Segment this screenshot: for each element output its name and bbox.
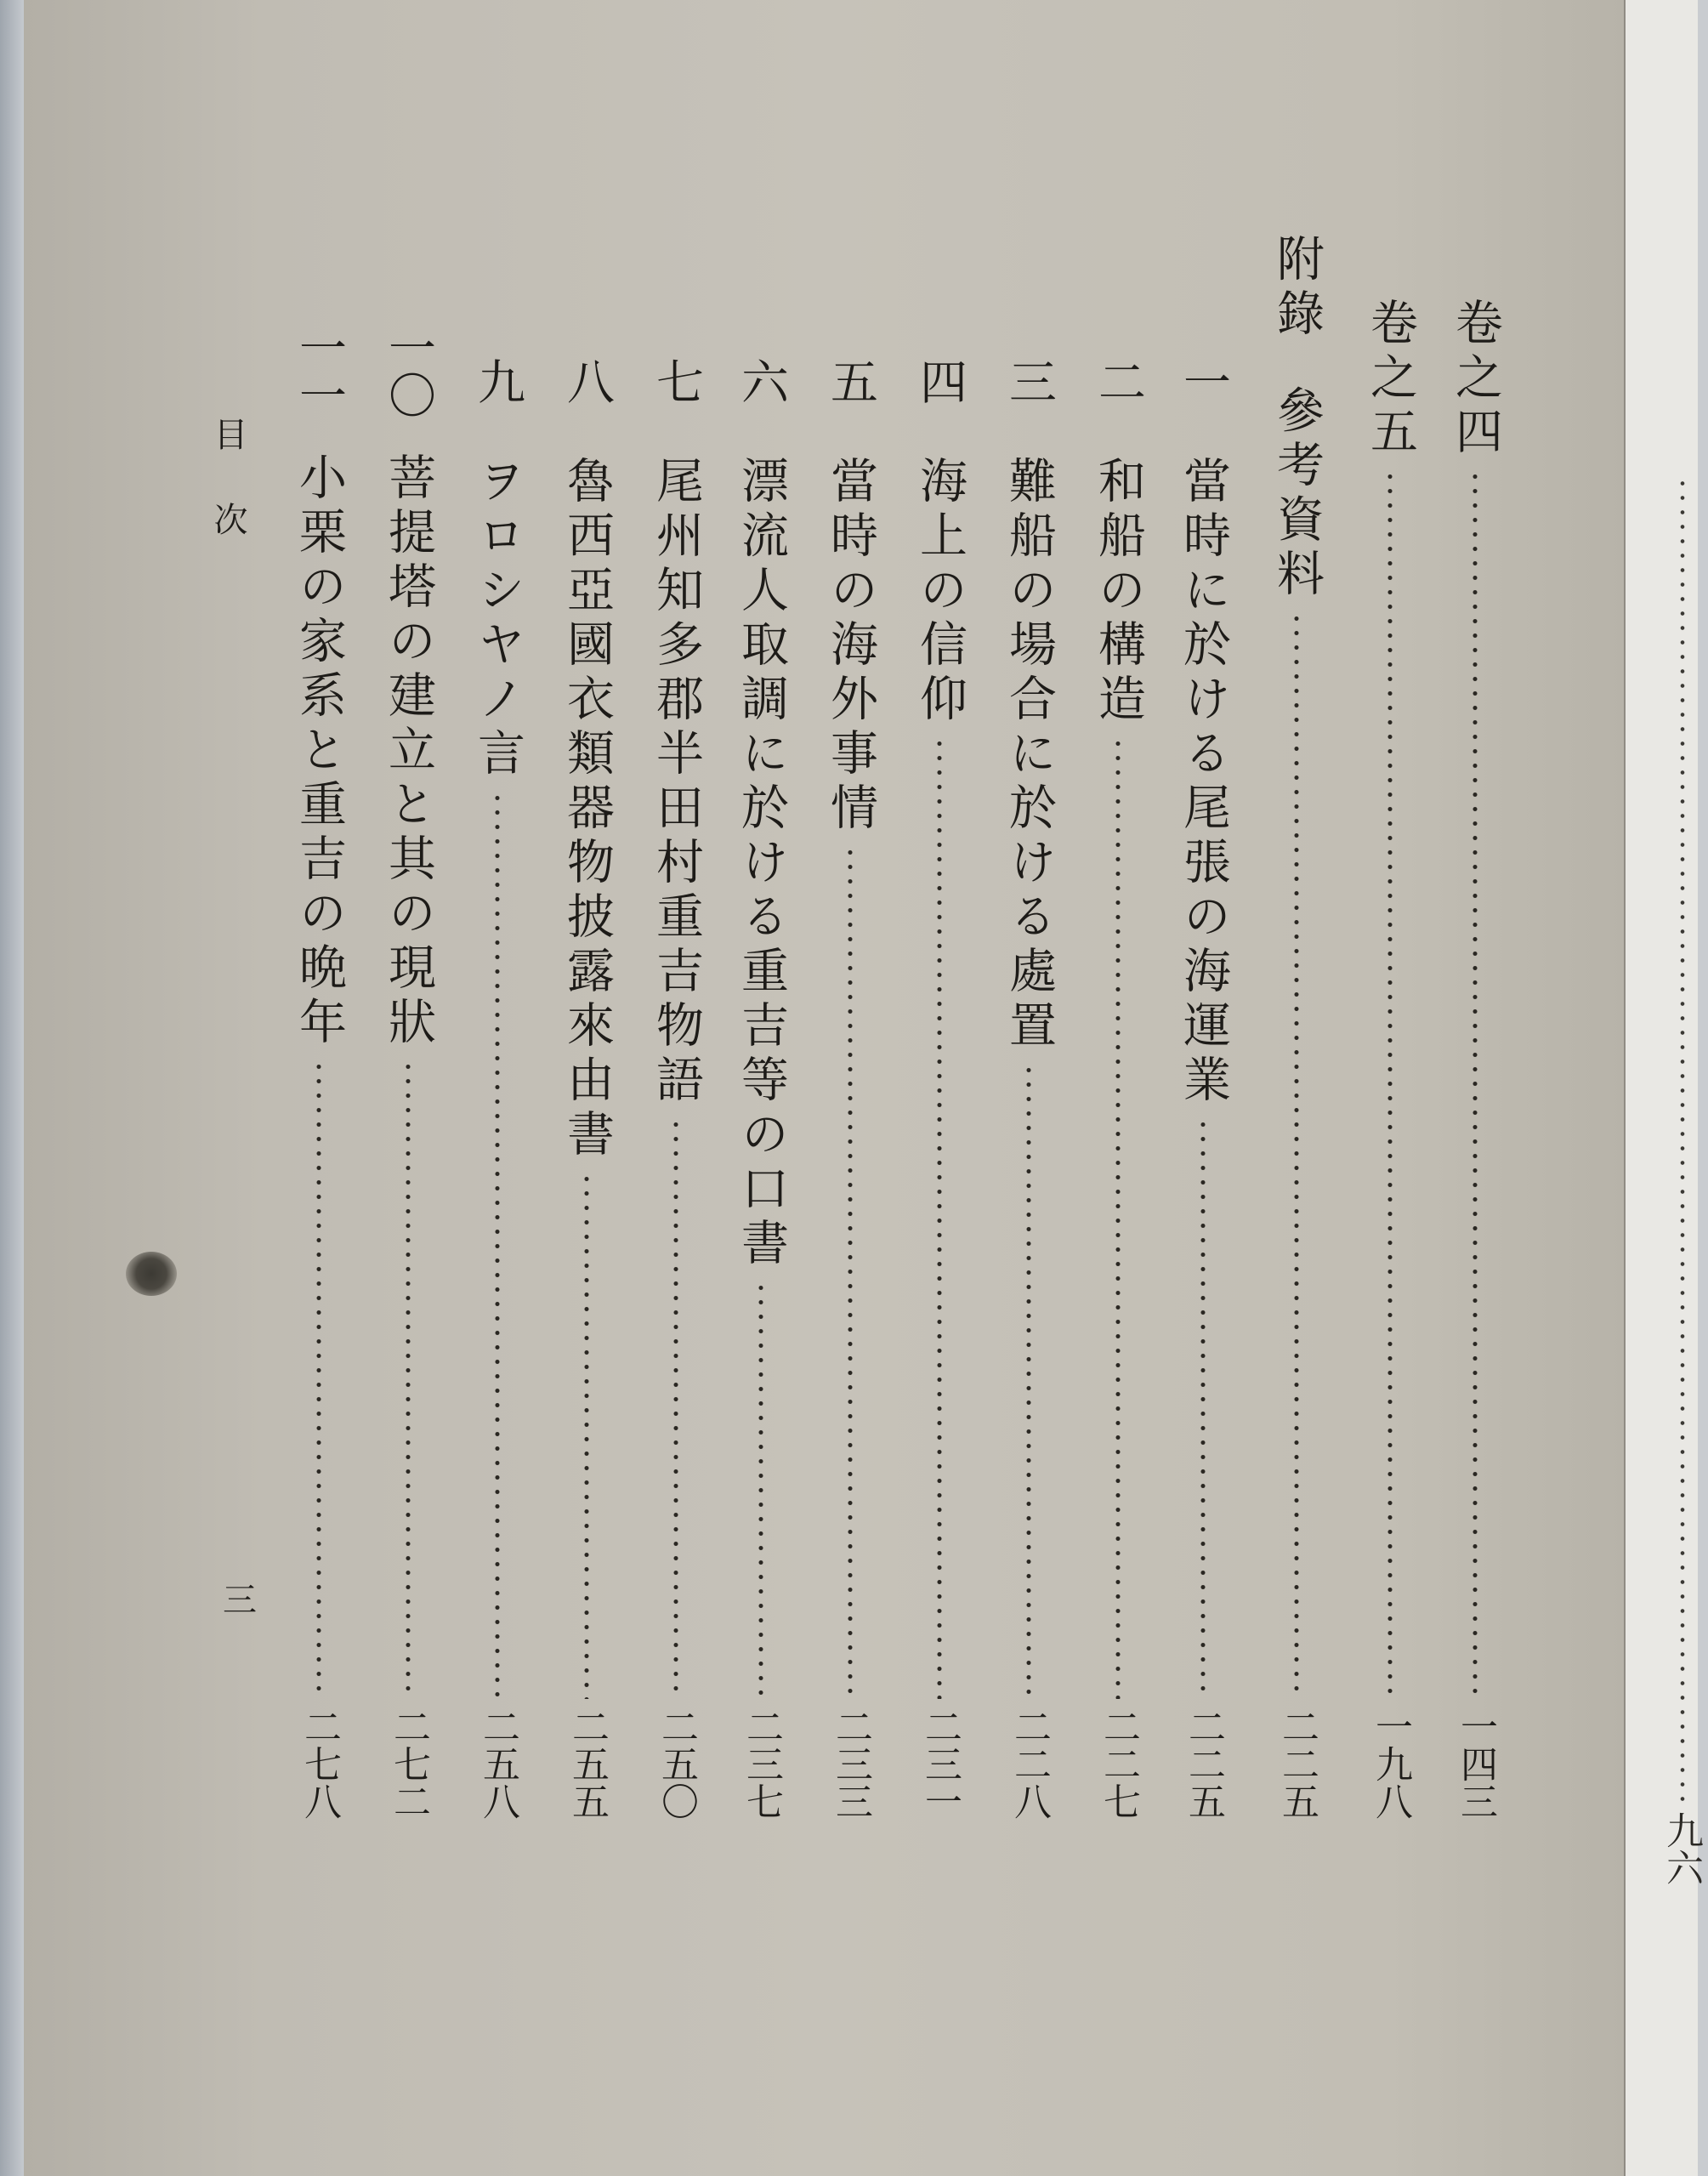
toc-page-number: 二三三 <box>829 1707 872 1820</box>
toc-item-title: 菩提塔の建立と其の現狀 <box>381 452 436 1051</box>
toc-item-number: 二 <box>1091 357 1146 405</box>
leader-dots <box>731 1281 791 1699</box>
toc-item-title: 當時の海外事情 <box>823 456 878 837</box>
toc-entry-vol4 <box>1445 298 1505 1820</box>
leader-dots <box>910 736 969 1699</box>
toc-item-title: 小栗の家系と重吉の晩年 <box>292 452 347 1051</box>
running-footer-label: 目次 <box>208 417 247 587</box>
toc-item <box>646 357 706 1820</box>
toc-item-number: 七 <box>649 357 704 405</box>
toc-item-number: 六 <box>734 357 789 405</box>
toc-page-number: 二二七 <box>1097 1707 1140 1820</box>
toc-page-number: 二七二 <box>387 1707 430 1820</box>
toc-item <box>1088 357 1148 1820</box>
toc-page-number: 二五五 <box>565 1707 609 1820</box>
toc-item-title: ヲロシヤノ言 <box>470 456 525 782</box>
toc-page-number: 二七八 <box>298 1707 341 1820</box>
leader-dots <box>378 1060 438 1699</box>
toc-item <box>1173 357 1233 1820</box>
toc-item <box>289 323 349 1820</box>
toc-item <box>731 357 791 1820</box>
toc-item-number: 一 <box>1176 357 1231 405</box>
leader-dots <box>1267 611 1326 1699</box>
toc-page-number: 二五八 <box>476 1707 519 1820</box>
ink-stain <box>126 1252 177 1296</box>
toc-item <box>378 323 438 1820</box>
leader-dots <box>1173 1117 1233 1699</box>
toc-item-title: 海上の信仰 <box>912 456 967 728</box>
leader-dots <box>820 845 880 1699</box>
toc-item-number: 一一 <box>292 323 347 418</box>
toc-entry-vol5 <box>1360 298 1420 1820</box>
leader-dots <box>557 1172 616 1699</box>
toc-page-number: 一四三 <box>1454 1707 1497 1820</box>
toc-item-number: 八 <box>559 357 615 405</box>
leader-dots <box>1088 736 1148 1699</box>
leader-dots <box>468 791 527 1699</box>
toc-entry-appendix <box>1267 234 1326 1820</box>
leader-dots <box>289 1060 349 1699</box>
toc-page-number: 二二八 <box>1007 1707 1051 1820</box>
toc-item-number: 九 <box>470 357 525 405</box>
toc-item-title: 魯西亞國衣類器物披露來由書 <box>559 456 615 1163</box>
toc-item <box>999 357 1058 1820</box>
facing-page-number: 九六 <box>1660 1811 1703 1886</box>
leader-dots <box>646 1117 706 1699</box>
toc-page-number: 二三七 <box>740 1707 783 1820</box>
toc-page-number: 二二五 <box>1275 1707 1319 1820</box>
toc-item-number: 三 <box>1002 357 1057 405</box>
leader-dots <box>1360 469 1420 1699</box>
facing-page-leader-dots <box>1679 476 1686 1803</box>
leader-dots <box>1445 469 1505 1699</box>
toc-page-number: 一九八 <box>1369 1707 1412 1820</box>
toc-page-number: 二三一 <box>918 1707 962 1820</box>
toc-item <box>820 357 880 1820</box>
toc-item-title: 當時に於ける尾張の海運業 <box>1176 456 1231 1109</box>
toc-page-number: 二五〇 <box>655 1707 698 1820</box>
appendix-subtitle: 參考資料 <box>1269 385 1325 603</box>
page-folio: 三 <box>223 1581 257 1620</box>
toc-item-title: 漂流人取調に於ける重吉等の口書 <box>734 456 789 1272</box>
leader-dots <box>999 1063 1058 1699</box>
toc-item-number: 一〇 <box>381 323 436 418</box>
toc-item-title: 尾州知多郡半田村重吉物語 <box>649 456 704 1109</box>
toc-title: 卷之四 <box>1448 298 1503 461</box>
toc-page-number: 二二五 <box>1182 1707 1225 1820</box>
toc-item <box>468 357 527 1820</box>
toc-item-title: 難船の場合に於ける處置 <box>1002 456 1057 1054</box>
toc-item-number: 四 <box>912 357 967 405</box>
toc-item <box>910 357 969 1820</box>
appendix-label: 附錄 <box>1269 234 1325 343</box>
toc-title: 卷之五 <box>1363 298 1418 461</box>
toc-item-title: 和船の構造 <box>1091 456 1146 728</box>
page-edge-shadow <box>0 0 24 2176</box>
toc-item <box>557 357 616 1820</box>
toc-item-number: 五 <box>823 357 878 405</box>
